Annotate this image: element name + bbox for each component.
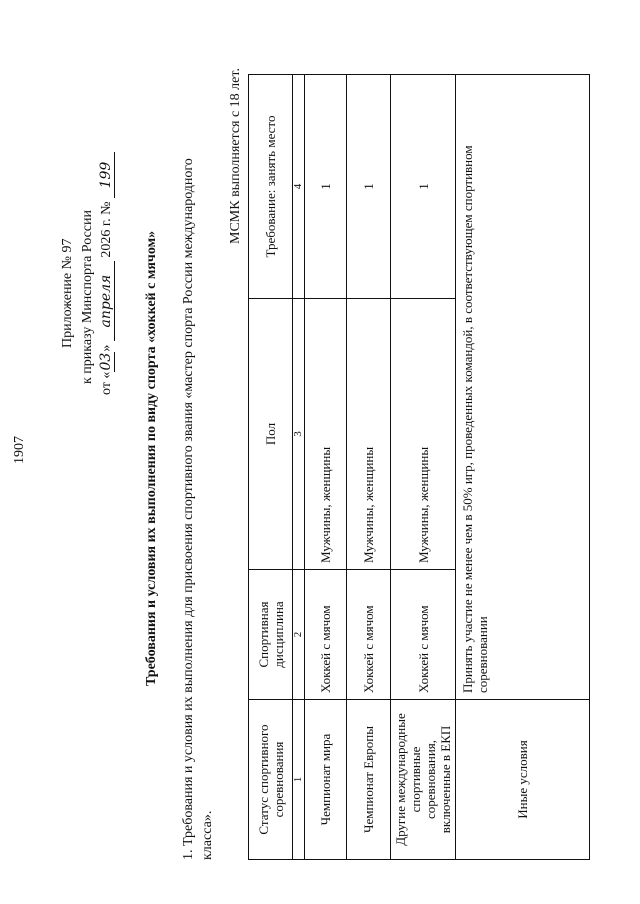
table-number-row [293,75,305,860]
document-title: Требования и условия их выполнения по виду спорта «хоккей с мячом» [144,230,159,686]
place-requirement: 1 [347,75,391,299]
header-cell: Спортивная дисциплина [249,570,293,700]
header-cell: Статус спортивного соревнования [249,700,293,860]
place-requirement: 1 [391,75,456,299]
date-month-handwritten: апреля [99,261,115,341]
appendix-order-ref: к приказу Минспорта России [80,210,95,384]
appendix-number: Приложение № 97 [60,238,75,348]
age-note: МСМК выполняется с 18 лет. [228,68,243,244]
discipline: Хоккей с мячом [305,570,347,700]
other-conditions-row [456,75,590,860]
page-number: 1907 [12,436,27,464]
competition-status: Чемпионат мира [305,700,347,860]
table-header-row [249,75,293,860]
table-row [305,75,347,860]
column-number: 2 [293,570,305,700]
competition-status: Другие международные спортивные соревнования, включенные в ЕКП [391,700,456,860]
table-row [347,75,391,860]
gender: Мужчины, женщины [347,299,391,570]
discipline: Хоккей с мячом [347,570,391,700]
date-mid: » [99,344,114,352]
other-conditions-label: Иные условия [456,700,590,860]
place-requirement: 1 [305,75,347,299]
date-day-handwritten: 03 [98,352,114,371]
header-cell: Требование: занять место [249,75,293,299]
gender: Мужчины, женщины [305,299,347,570]
header-cell: Пол [249,299,293,570]
column-number: 4 [293,75,305,299]
paragraph-line-2: класса». [200,810,215,860]
other-conditions-text: Принять участие не менее чем в 50% игр, проведенных командой, в соответствующем спортивном соревновании [456,75,590,700]
requirements-table [248,74,590,860]
table-row [391,75,456,860]
date-year: 2026 г. № [99,201,114,258]
column-number: 3 [293,299,305,570]
date-prefix: от « [99,371,114,395]
order-number-handwritten: 199 [99,152,115,198]
appendix-date-line [99,152,115,395]
competition-status: Чемпионат Европы [347,700,391,860]
gender: Мужчины, женщины [391,299,456,570]
column-number: 1 [293,700,305,860]
paragraph-line-1: 1. Требования и условия их выполнения для присвоения спортивного звания «мастер спорта России международного [181,158,196,860]
discipline: Хоккей с мячом [391,570,456,700]
